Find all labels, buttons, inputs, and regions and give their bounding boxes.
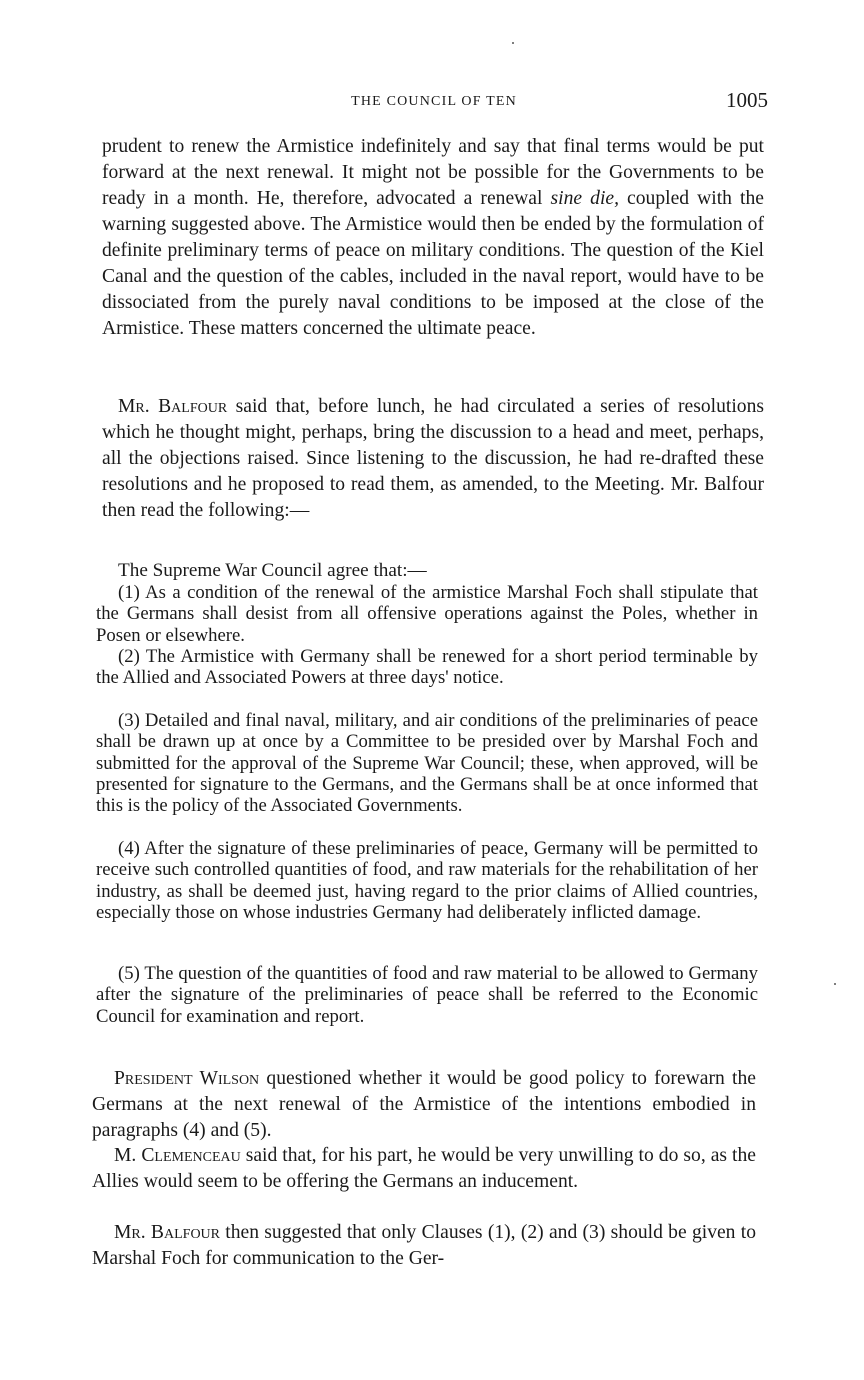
paragraph-text: said that, before lunch, he had circulated a series of resolutions which he thought might, perhaps, bring the discussion to a head and meet, perhaps, all the objections raised. Since listening to the discussion, he had re-drafted these resolutions and he proposed to read them, as amended, to the Meeting. Mr. Balfour then read the following:— — [102, 396, 764, 521]
paragraph-clemenceau — [92, 1143, 756, 1195]
speaker-name: President Wilson — [114, 1068, 260, 1089]
resolution-item: (4) After the signature of these preliminaries of peace, Germany will be permitted to receive such controlled quantities of food, and raw materials for the rehabilitation of her industry, as shall be deemed just, having regard to the prior claims of Allied countries, especially those on whose industries Germany had deliberately inflicted damage. — [96, 838, 758, 923]
paragraph-continuation — [102, 134, 764, 342]
speaker-name: Mr. Balfour — [118, 396, 228, 417]
paragraph-text: said that, for his part, he would be very unwilling to do so, as the Allies would seem to be offering the Germans an inducement. — [92, 1145, 756, 1192]
resolution-item: (5) The question of the quantities of food and raw material to be allowed to Germany after the signature of the preliminaries of peace shall be referred to the Economic Council for examination and report. — [96, 963, 758, 1027]
paragraph-wilson — [92, 1066, 756, 1144]
paragraph-text: questioned whether it would be good policy to forewarn the Germans at the next renewal of the Armistice of the intentions embodied in paragraphs (4) and (5). — [92, 1068, 756, 1141]
speaker-name: Mr. Balfour — [114, 1222, 221, 1243]
paragraph-text: coupled with the warning suggested above. The Armistice would then be ended by the formulation of definite preliminary terms of peace on military conditions. The question of the Kiel Canal and the question of the cables, included in the naval report, would have to be dissociated from the purely naval conditions to be imposed at the close of the Armistice. These matters concerned the ultimate peace. — [102, 188, 764, 339]
page-number: 1005 — [726, 88, 768, 112]
resolution-item: (3) Detailed and final naval, military, and air conditions of the preliminaries of peace shall be drawn up at once by a Committee to be presided over by Marshal Foch and submitted for the approval of the Supreme War Council; these, when approved, will be presented for signature to the Germans, and the Germans shall be at once informed that this is the policy of the Associated Governments. — [96, 710, 758, 817]
paragraph-balfour-resolutions — [102, 394, 764, 524]
running-header — [100, 88, 768, 116]
running-title: THE COUNCIL OF TEN — [351, 94, 517, 109]
paragraph-balfour-clauses — [92, 1220, 756, 1272]
speaker-name: M. Clemenceau — [114, 1145, 241, 1166]
paragraph-text: prudent to renew the Armistice indefinitely and say that final terms would be put forward at the next renewal. It might not be possible for the Governments to be ready in a month. He, therefore, advocated a renewal — [102, 136, 764, 209]
resolution-item: (2) The Armistice with Germany shall be renewed for a short period terminable by the Allied and Associated Powers at three days' notice. — [96, 646, 758, 689]
latin-phrase: sine die, — [550, 188, 619, 209]
scan-speck — [834, 983, 836, 985]
scan-speck — [512, 42, 514, 44]
paragraph-text: then suggested that only Clauses (1), (2) and (3) should be given to Marshal Foch for communication to the Ger- — [92, 1222, 756, 1269]
resolution-item: (1) As a condition of the renewal of the armistice Marshal Foch shall stipulate that the Germans shall desist from all offensive operations against the Poles, whether in Posen or elsewhere. — [96, 582, 758, 646]
resolution-intro: The Supreme War Council agree that:— — [118, 560, 427, 581]
